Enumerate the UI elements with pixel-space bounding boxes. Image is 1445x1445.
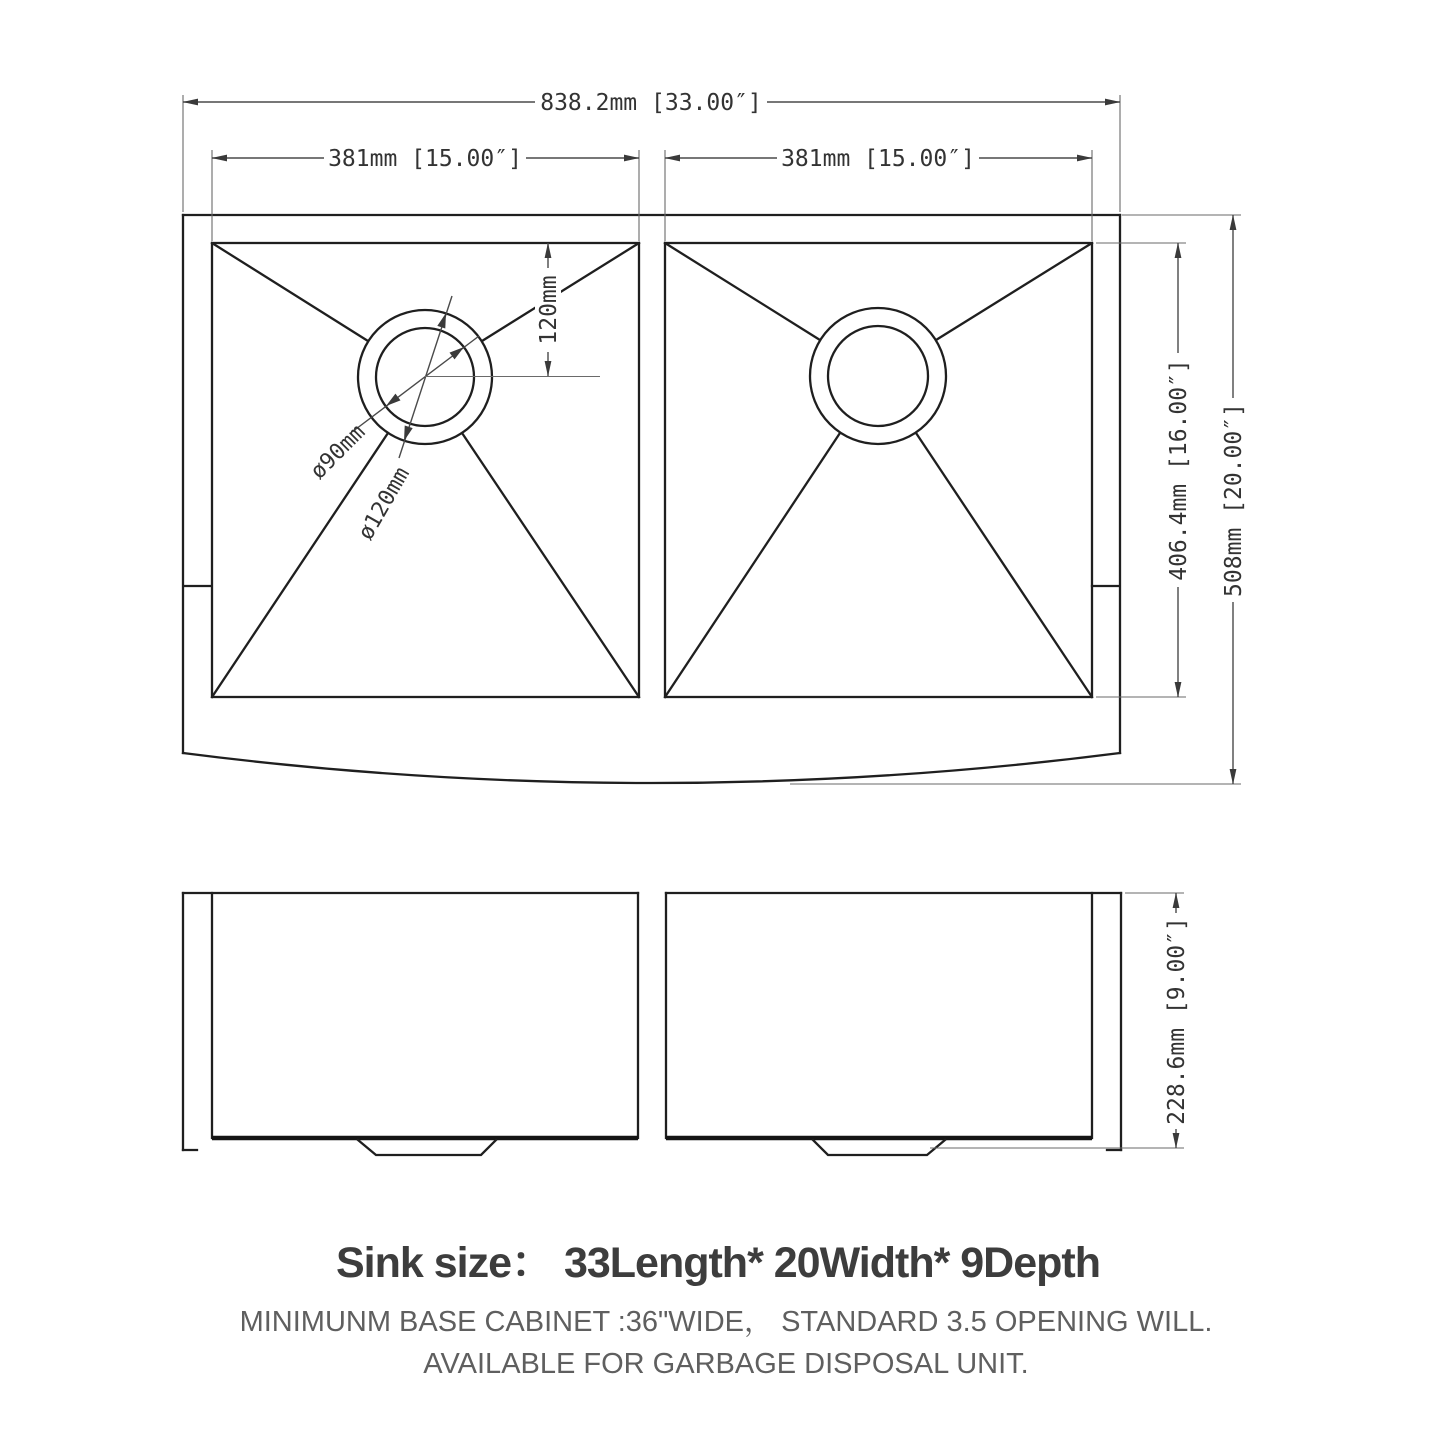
overall-depth-label: 508mm [20.00″] <box>1221 403 1247 597</box>
bowl-depth-label: 406.4mm [16.00″] <box>1166 359 1192 581</box>
bowl-depth-dimension <box>1096 243 1192 697</box>
front-outline <box>183 893 1121 1155</box>
top-view <box>183 89 1247 784</box>
right-drain-outer-circle <box>810 308 946 444</box>
cabinet-note: MINIMUNM BASE CABINET :36"WIDE， STANDARD 3.5 OPENING WILL. <box>239 1306 1213 1338</box>
left-bowl-width-label: 381mm [15.00″] <box>328 146 522 172</box>
right-bowl-width-dimension <box>665 145 1092 241</box>
sink-height-label: 228.6mm [9.00″] <box>1164 917 1190 1125</box>
right-drain <box>810 308 946 444</box>
caption-block <box>240 1239 1213 1380</box>
drain-inner-diameter-label: ø90mm <box>305 419 371 485</box>
apron-curve <box>183 753 1120 783</box>
right-drain-inner-circle <box>828 326 928 426</box>
overall-width-label: 838.2mm [33.00″] <box>540 90 762 116</box>
right-bowl-outline <box>665 243 1092 697</box>
sink-height-dimension <box>930 893 1190 1148</box>
right-bowl-diagonals <box>665 243 1092 697</box>
overall-width-dimension <box>183 89 1120 212</box>
left-drain-boss <box>358 1140 496 1155</box>
left-bowl-width-dimension <box>212 145 639 241</box>
drain-offset-label: 120mm <box>536 275 562 345</box>
disposal-note: AVAILABLE FOR GARBAGE DISPOSAL UNIT. <box>423 1348 1029 1380</box>
drain-outer-diameter-label: ø120mm <box>353 463 415 545</box>
sink-size-title: Sink size： 33Length* 20Width* 9Depth <box>335 1239 1101 1287</box>
right-drain-boss <box>813 1140 945 1155</box>
front-view <box>183 893 1190 1155</box>
drain-diameter-dimensions <box>306 296 479 544</box>
right-bowl-width-label: 381mm [15.00″] <box>781 146 975 172</box>
